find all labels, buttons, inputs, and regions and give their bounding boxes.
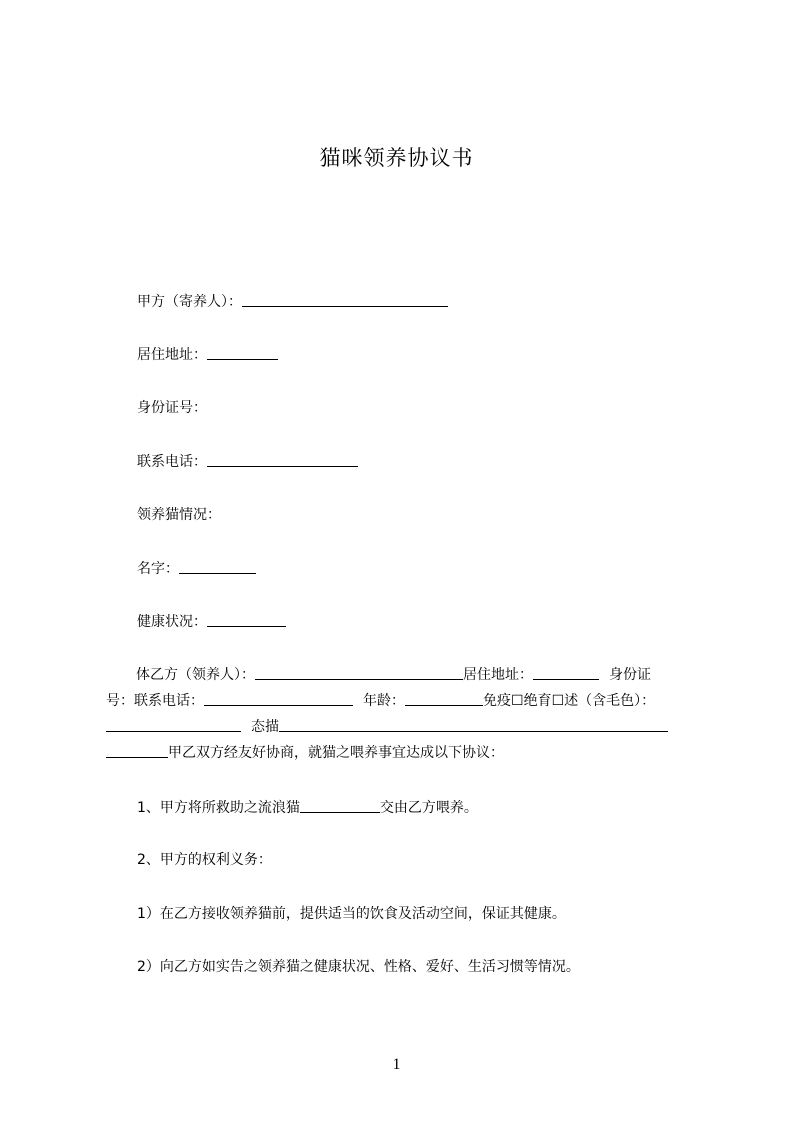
vaccine-checkbox-icon[interactable]: ☐ xyxy=(511,693,524,709)
cat-name-line xyxy=(137,558,256,579)
health-label: 健康状况： xyxy=(137,614,207,630)
document-title: 猫咪领养协议书 xyxy=(319,146,474,170)
party-b-age-label: 年龄： xyxy=(363,693,405,709)
clause-1 xyxy=(137,797,478,818)
describe-label: 述（含毛色）： xyxy=(564,693,656,709)
state-label: 态描 xyxy=(251,719,279,735)
phone-label: 联系电话： xyxy=(137,454,207,470)
party-b-paragraph xyxy=(106,664,698,764)
address-blank xyxy=(207,344,278,360)
cat-name-blank xyxy=(179,558,256,574)
agreement-text: 甲乙双方经友好协商，就猫之喂养事宜达成以下协议： xyxy=(168,745,504,761)
party-b-line-4 xyxy=(106,742,504,763)
clause-1-suffix: 交由乙方喂养。 xyxy=(379,800,478,816)
clause-1-blank xyxy=(300,797,380,813)
party-a-line xyxy=(137,291,448,312)
clause-2-heading xyxy=(137,850,272,870)
address-label: 居住地址： xyxy=(137,347,207,363)
clause-1-prefix: 1、甲方将所救助之流浪猫 xyxy=(137,800,300,816)
coat-color-blank xyxy=(106,716,241,732)
cat-info-label: 领养猫情况： xyxy=(137,507,221,523)
party-b-address-label: 居住地址： xyxy=(463,667,533,683)
agreement-blank xyxy=(106,742,168,758)
id-label: 身份证号： xyxy=(137,400,207,416)
health-blank xyxy=(207,611,286,627)
address-line xyxy=(137,344,278,365)
id-line xyxy=(137,398,207,418)
vaccine-label: 免疫 xyxy=(483,693,511,709)
party-b-line-3 xyxy=(106,716,668,737)
clause-2-item-2-text: 2）向乙方如实告之领养猫之健康状况、性格、爱好、生活习惯等情况。 xyxy=(137,959,580,975)
cat-info-heading xyxy=(137,505,221,525)
party-b-phone-label: 号：联系电话： xyxy=(106,693,204,709)
neuter-label: 绝育 xyxy=(523,693,552,709)
party-b-label: 体乙方（领养人）： xyxy=(136,667,255,683)
clause-2-item-1-text: 1）在乙方接收领养猫前，提供适当的饮食及活动空间，保证其健康。 xyxy=(137,906,566,922)
party-b-phone-blank xyxy=(204,690,353,706)
party-b-age-blank xyxy=(405,690,483,706)
clause-2-item-2 xyxy=(137,957,580,977)
neuter-checkbox-icon[interactable]: ☐ xyxy=(551,693,565,709)
health-line xyxy=(137,611,286,632)
clause-2-label: 2、甲方的权利义务： xyxy=(137,852,272,868)
party-a-label: 甲方（寄养人）： xyxy=(137,294,242,310)
state-blank xyxy=(279,716,668,732)
page-number: 1 xyxy=(392,1056,401,1073)
phone-blank xyxy=(207,451,358,467)
party-a-blank xyxy=(242,291,448,307)
party-b-name-blank xyxy=(255,664,463,680)
phone-line xyxy=(137,451,358,472)
party-b-address-blank xyxy=(533,664,599,680)
cat-name-label: 名字： xyxy=(137,561,179,577)
clause-2-item-1 xyxy=(137,904,566,924)
party-b-line-1 xyxy=(136,664,651,685)
party-b-line-2 xyxy=(106,690,655,711)
party-b-id-label: 身份证 xyxy=(609,667,651,683)
